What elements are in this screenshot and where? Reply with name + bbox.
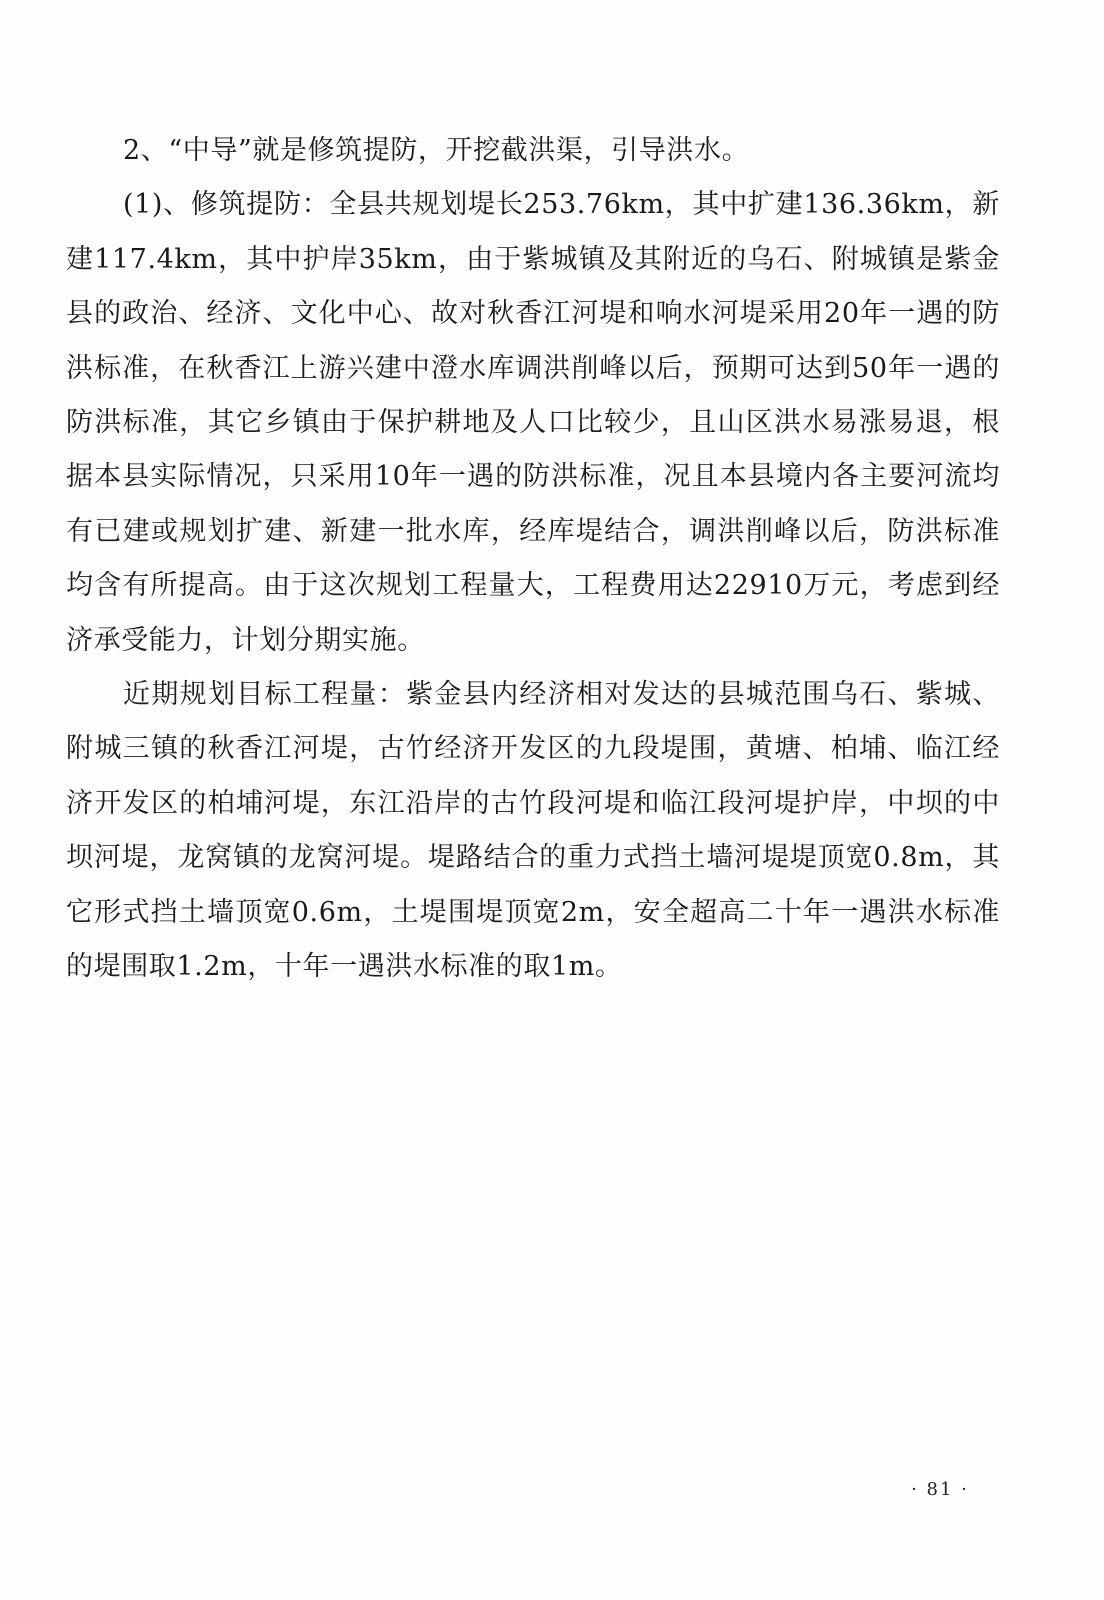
page-number: · 81 · (911, 1479, 969, 1500)
paragraph-heading-zhongdao: 2、“中导”就是修筑提防，开挖截洪渠，引导洪水。 (123, 135, 750, 166)
paragraph-near-term-plan: 近期规划目标工程量：紫金县内经济相对发达的县城范围乌石、紫城、附城三镇的秋香江河堤，古竹经济开发区的九段堤围，黄塘、柏埔、临江经济开发区的柏埔河堤，东江沿岸的古竹段河堤和临江段河堤护岸，中坝的中坝河堤，龙窝镇的龙窝河堤。堤路结合的重力式挡土墙河堤堤顶宽0.8m，其它形式挡土墙顶宽0.6m，土堤围堤顶宽2m，安全超高二十年一遇洪水标准的堤围取1.2m，十年一遇洪水标准的取1m。 (66, 679, 1000, 983)
page-body (66, 124, 1000, 995)
paragraph-dike-construction: (1)、修筑提防：全县共规划堤长253.76km，其中扩建136.36km，新建117.4km，其中护岸35km，由于紫城镇及其附近的乌石、附城镇是紫金县的政治、经济、文化中心、故对秋香江河堤和响水河堤采用20年一遇的防洪标准，在秋香江上游兴建中澄水库调洪削峰以后，预期可达到50年一遇的防洪标准，其它乡镇由于保护耕地及人口比较少，且山区洪水易涨易退，根据本县实际情况，只采用10年一遇的防洪标准，况且本县境内各主要河流均有已建或规划扩建、新建一批水库，经库堤结合，调洪削峰以后，防洪标准均含有所提高。由于这次规划工程量大，工程费用达22910万元，考虑到经济承受能力，计划分期实施。 (66, 189, 1000, 656)
